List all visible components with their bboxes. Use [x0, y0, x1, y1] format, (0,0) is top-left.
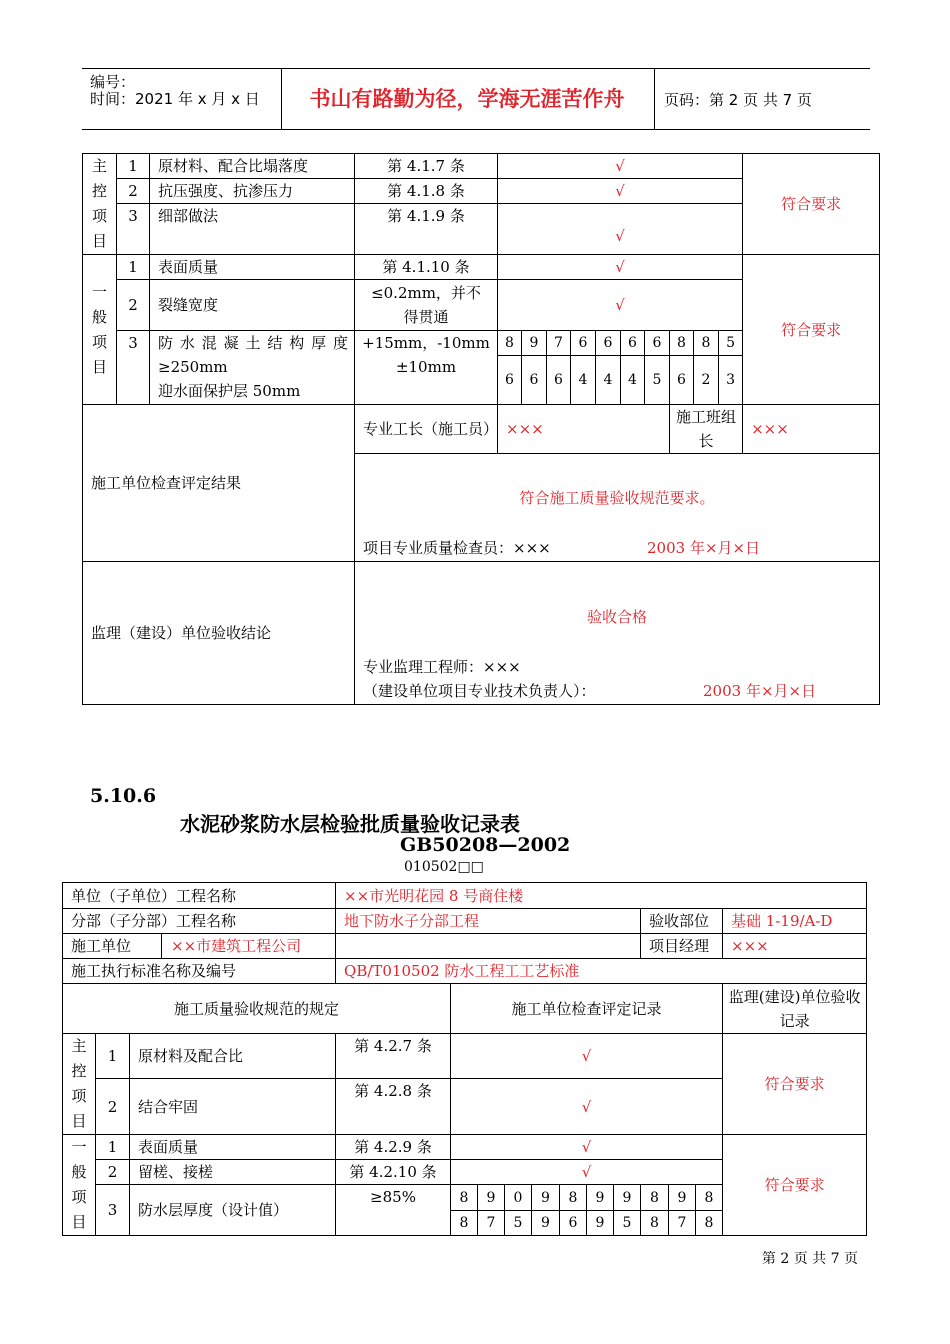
- construction-eval-cell: [355, 454, 880, 562]
- item-name: 留槎、接槎: [130, 1160, 336, 1185]
- company-cell: [63, 934, 336, 959]
- item-clause: +15mm，-10mm ±10mm: [355, 331, 498, 405]
- item-name: 原材料、配合比塌落度: [150, 154, 355, 179]
- team-leader-label: 施工班组长: [670, 405, 743, 454]
- measurement-value: 8: [694, 331, 719, 356]
- company-label: 施工单位: [71, 937, 132, 955]
- main-result: 符合要求: [723, 1034, 867, 1135]
- measurement-value: 4: [621, 356, 645, 405]
- measurement-value: 5: [645, 356, 670, 405]
- part-value: 基础 1-19/A-D: [723, 909, 867, 934]
- check-mark: √: [498, 255, 743, 280]
- check-mark: √: [498, 154, 743, 179]
- general-result: 符合要求: [723, 1135, 867, 1236]
- item-clause: 第 4.2.10 条: [336, 1160, 451, 1185]
- measurement-value: 5: [719, 331, 743, 356]
- measurement-value: 6: [498, 356, 522, 405]
- item-name: 防 水 混 凝 土 结 构 厚 度 ≥250mm 迎水面保护层 50mm: [150, 331, 355, 405]
- measurement-value: 4: [571, 356, 596, 405]
- inspector-date: 2003 年×月×日: [647, 539, 761, 557]
- item-no: 2: [96, 1079, 130, 1135]
- measurement-value: 8: [670, 331, 694, 356]
- manager-value: ×××: [723, 934, 867, 959]
- item-clause: ≥85%: [336, 1185, 451, 1236]
- item-no: 2: [117, 280, 150, 331]
- measurement-value: 2: [694, 356, 719, 405]
- measurement-value: 9: [522, 331, 547, 356]
- general-result: 符合要求: [743, 255, 880, 405]
- measurement-value: 0: [505, 1185, 532, 1211]
- measurement-value: 6: [670, 356, 694, 405]
- general-group: 一 般 项 目: [63, 1135, 96, 1236]
- item-no: 1: [117, 154, 150, 179]
- main-control-group: 主 控 项 目: [63, 1034, 96, 1135]
- unit-name-label: 单位（子单位）工程名称: [63, 883, 336, 909]
- main-result: 符合要求: [743, 154, 880, 255]
- measurement-value: 8: [498, 331, 522, 356]
- item-no: 1: [117, 255, 150, 280]
- measurement-value: 5: [614, 1211, 641, 1236]
- measurement-value: 4: [596, 356, 621, 405]
- page-footer: 第 2 页 共 7 页: [761, 1251, 858, 1267]
- supervision-cell: [355, 562, 880, 705]
- item-name: 细部做法: [150, 204, 355, 255]
- measurement-value: 7: [547, 331, 571, 356]
- measurement-value: 8: [451, 1211, 478, 1236]
- owner-label: （建设单位项目专业技术负责人）：: [363, 682, 596, 700]
- engineer-label: 专业监理工程师：×××: [363, 658, 521, 676]
- page-header: [82, 68, 870, 130]
- measurement-value: 6: [596, 331, 621, 356]
- measurement-value: 8: [641, 1185, 669, 1211]
- check-mark: √: [451, 1160, 723, 1185]
- division-value: 地下防水子分部工程: [336, 909, 641, 934]
- measurement-value: 9: [532, 1211, 560, 1236]
- serial-label: 编号：: [90, 73, 136, 91]
- item-name: 表面质量: [130, 1135, 336, 1160]
- measurement-value: 8: [696, 1211, 723, 1236]
- item-no: 2: [117, 179, 150, 204]
- measurement-value: 6: [522, 356, 547, 405]
- check-mark: √: [451, 1135, 723, 1160]
- item-clause: 第 4.1.8 条: [355, 179, 498, 204]
- measurement-value: 3: [719, 356, 743, 405]
- check-mark: √: [498, 204, 743, 255]
- section-title: 水泥砂浆防水层检验批质量验收记录表: [180, 812, 520, 836]
- item-name: 结合牢固: [130, 1079, 336, 1135]
- measurement-value: 6: [571, 331, 596, 356]
- measurement-value: 9: [669, 1185, 696, 1211]
- item-no: 1: [96, 1034, 130, 1079]
- item-clause: 第 4.1.7 条: [355, 154, 498, 179]
- measurement-value: 6: [645, 331, 670, 356]
- standard-label: 施工执行标准名称及编号: [63, 959, 336, 984]
- item-no: 1: [96, 1135, 130, 1160]
- item-clause: 第 4.1.10 条: [355, 255, 498, 280]
- part-label: 验收部位: [641, 909, 723, 934]
- item-clause: 第 4.1.9 条: [355, 204, 498, 255]
- supervision-result: 验收合格: [587, 608, 648, 626]
- measurement-value: 6: [560, 1211, 587, 1236]
- measurement-value: 9: [587, 1211, 614, 1236]
- check-mark: √: [498, 179, 743, 204]
- team-leader-value: ×××: [743, 405, 880, 454]
- supervision-date: 2003 年×月×日: [703, 682, 817, 700]
- measurement-value: 8: [696, 1185, 723, 1211]
- foreman-value: ×××: [498, 405, 670, 454]
- motto: 书山有路勤为径，学海无涯苦作舟: [309, 87, 625, 111]
- manager-label: 项目经理: [641, 934, 723, 959]
- item-name: 裂缝宽度: [150, 280, 355, 331]
- supervision-label: 监理（建设）单位验收结论: [83, 562, 355, 705]
- measurement-value: 9: [532, 1185, 560, 1211]
- supervision-column-header: 监理(建设)单位验收记录: [723, 984, 867, 1034]
- item-clause: 第 4.2.8 条: [336, 1079, 451, 1135]
- measurement-value: 5: [505, 1211, 532, 1236]
- item-name: 防水层厚度（设计值）: [130, 1185, 336, 1236]
- measurement-value: 6: [547, 356, 571, 405]
- item-name: 表面质量: [150, 255, 355, 280]
- main-control-group: 主 控 项 目: [83, 154, 117, 255]
- measurement-value: 8: [451, 1185, 478, 1211]
- item-name: 抗压强度、抗渗压力: [150, 179, 355, 204]
- item-no: 3: [117, 331, 150, 405]
- standard-value: QB/T010502 防水工程工工艺标准: [336, 959, 867, 984]
- record-column-header: 施工单位检查评定记录: [451, 984, 723, 1034]
- measurement-value: 9: [478, 1185, 505, 1211]
- measurement-value: 9: [587, 1185, 614, 1211]
- spec-column-header: 施工质量验收规范的规定: [63, 984, 451, 1034]
- inspector-label: 项目专业质量检查员：×××: [363, 539, 551, 557]
- measurement-value: 7: [669, 1211, 696, 1236]
- mortar-inspection-table: [62, 882, 867, 1236]
- time-label: 时间：2021 年 x 月 x 日: [90, 90, 260, 108]
- company-value: ××市建筑工程公司: [171, 937, 302, 955]
- measurement-value: 8: [641, 1211, 669, 1236]
- measurement-value: 6: [621, 331, 645, 356]
- item-name: 原材料及配合比: [130, 1034, 336, 1079]
- section-code: 010502□□: [404, 859, 484, 875]
- item-no: 3: [117, 204, 150, 255]
- section-number: 5.10.6: [90, 785, 157, 807]
- check-mark: √: [498, 280, 743, 331]
- construction-eval-label: 施工单位检查评定结果: [83, 405, 355, 562]
- section-standard: GB50208—2002: [400, 834, 571, 856]
- general-group: 一 般 项 目: [83, 255, 117, 405]
- measurement-value: 8: [560, 1185, 587, 1211]
- foreman-label: 专业工长（施工员）: [355, 405, 498, 454]
- item-clause: 第 4.2.7 条: [336, 1034, 451, 1079]
- division-label: 分部（子分部）工程名称: [63, 909, 336, 934]
- item-no: 3: [96, 1185, 130, 1236]
- measurement-value: 9: [614, 1185, 641, 1211]
- unit-name-value: ××市光明花园 8 号商住楼: [336, 883, 867, 909]
- item-no: 2: [96, 1160, 130, 1185]
- page-label: 页码：第 2 页 共 7 页: [664, 91, 812, 109]
- item-clause: 第 4.2.9 条: [336, 1135, 451, 1160]
- item-clause: ≤0.2mm，并不得贯通: [355, 280, 498, 331]
- measurement-value: 7: [478, 1211, 505, 1236]
- concrete-inspection-table: [82, 153, 880, 705]
- check-mark: √: [451, 1034, 723, 1079]
- check-mark: √: [451, 1079, 723, 1135]
- construction-result: 符合施工质量验收规范要求。: [519, 489, 715, 507]
